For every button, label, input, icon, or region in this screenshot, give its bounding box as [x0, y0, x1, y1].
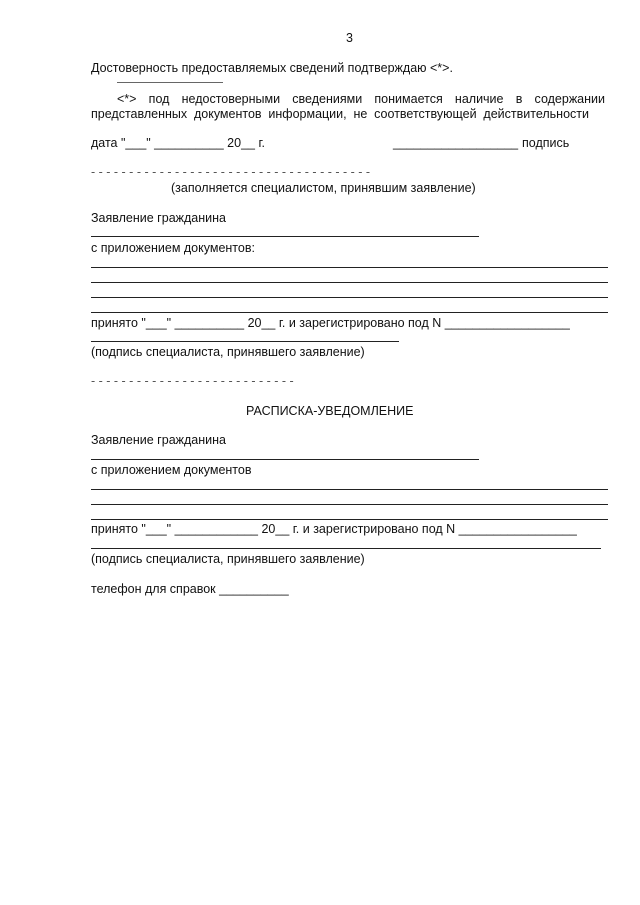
- receipt-attachment-line-1: [91, 489, 608, 490]
- receipt-statement-label: Заявление гражданина: [91, 433, 226, 447]
- attachment-line-3: [91, 297, 608, 298]
- receipt-statement-line: [91, 459, 479, 460]
- receipt-accepted-text: принято "___" ____________ 20__ г. и зарегистрировано под N _________________: [91, 522, 577, 536]
- dashed-separator: - - - - - - - - - - - - - - - - - - - - - - - - - - - - - - - - - - - - -: [91, 165, 371, 179]
- date-field: дата "___" __________ 20__ г.: [91, 136, 265, 150]
- specialist-signature-line: [91, 341, 399, 342]
- footnote-separator: [117, 82, 223, 83]
- page-number: 3: [346, 31, 353, 45]
- statement-line: [91, 236, 479, 237]
- receipt-attachment-line-2: [91, 504, 608, 505]
- attachment-line-4: [91, 312, 608, 313]
- receipt-signature-caption: (подпись специалиста, принявшего заявление): [91, 552, 365, 566]
- statement-label: Заявление гражданина: [91, 211, 226, 225]
- attachments-label: с приложением документов:: [91, 241, 255, 255]
- receipt-attachment-line-3: [91, 519, 608, 520]
- signature-label: подпись: [522, 136, 570, 150]
- footnote-line-1: <*> под недостоверными сведениями понимается наличие в содержании: [117, 92, 605, 106]
- receipt-signature-line: [91, 548, 601, 549]
- receipt-attachments-label: с приложением документов: [91, 463, 252, 477]
- specialist-note: (заполняется специалистом, принявшим заявление): [171, 181, 476, 195]
- receipt-title: РАСПИСКА-УВЕДОМЛЕНИЕ: [246, 404, 414, 418]
- attachment-line-1: [91, 267, 608, 268]
- dashed-separator-short: - - - - - - - - - - - - - - - - - - - - - - - - - - -: [91, 374, 294, 388]
- confirmation-text: Достоверность предоставляемых сведений подтверждаю <*>.: [91, 61, 453, 75]
- phone-inquiries: телефон для справок __________: [91, 582, 289, 596]
- specialist-signature-caption: (подпись специалиста, принявшего заявление): [91, 345, 365, 359]
- footnote-line-2: представленных документов информации, не соответствующей действительности: [91, 107, 589, 121]
- attachment-line-2: [91, 282, 608, 283]
- accepted-registration-text: принято "___" __________ 20__ г. и зарегистрировано под N __________________: [91, 316, 570, 330]
- signature-line: __________________: [393, 136, 519, 150]
